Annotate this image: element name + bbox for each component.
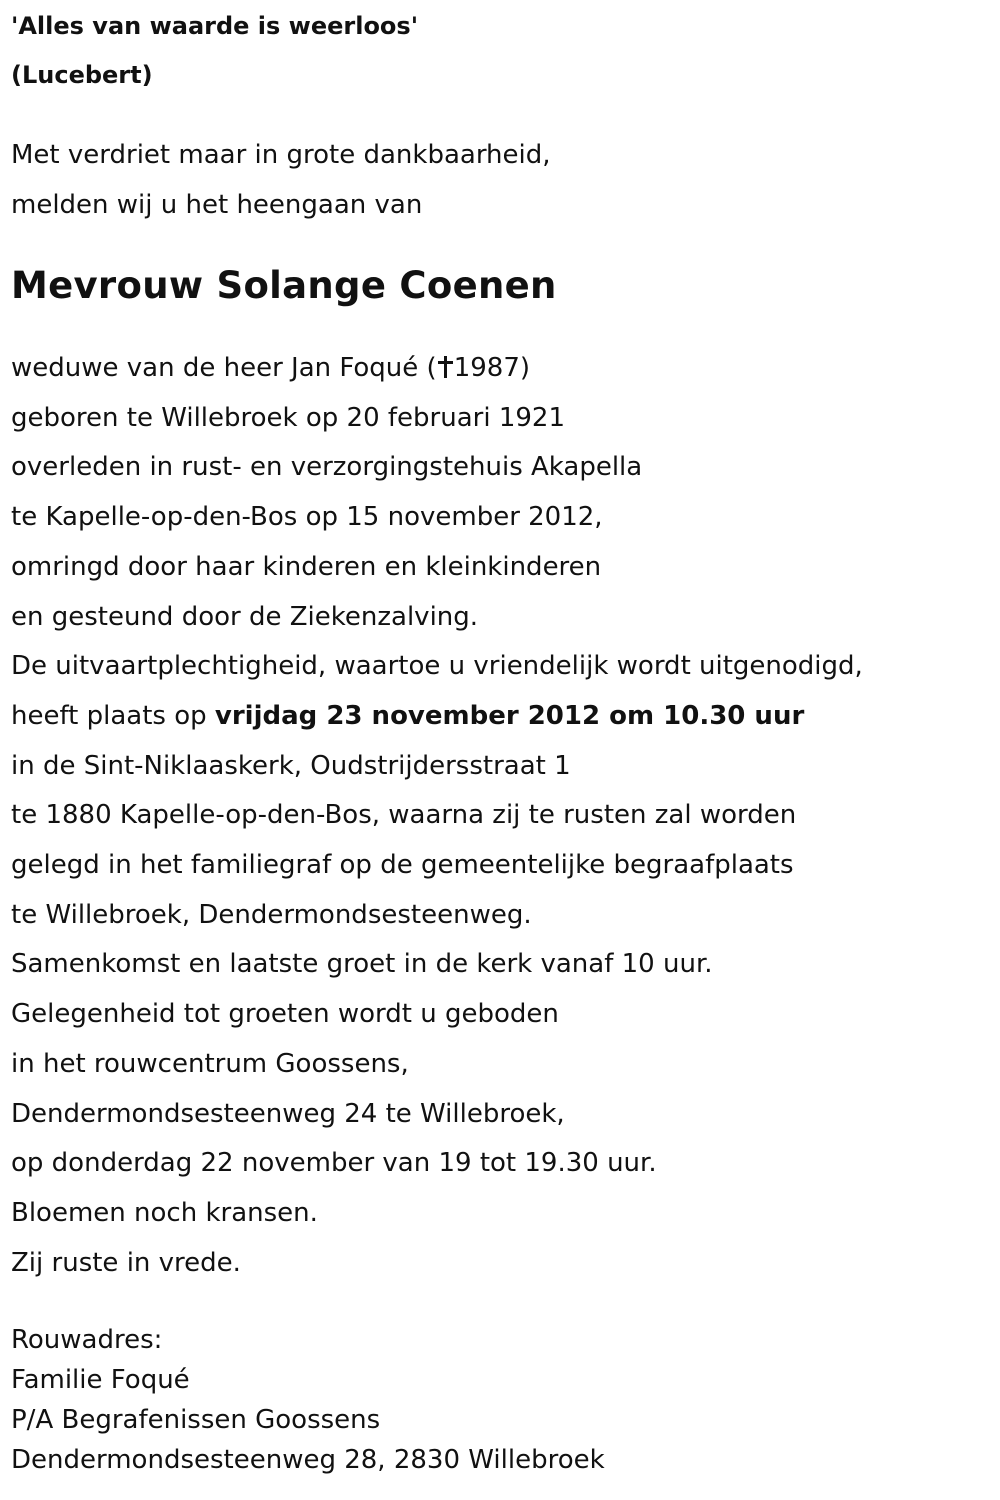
surrounded-line: omringd door haar kinderen en kleinkinderen bbox=[11, 551, 602, 582]
supported-line: en gesteund door de Ziekenzalving. bbox=[11, 601, 479, 632]
greet-line: Dendermondsesteenweg 24 te Willebroek, bbox=[11, 1098, 565, 1129]
rest-line: te 1880 Kapelle-op-den-Bos, waarna zij te rusten zal worden bbox=[11, 800, 797, 831]
intro-line: melden wij u het heengaan van bbox=[11, 189, 423, 220]
ceremony-date: vrijdag 23 november 2012 om 10.30 uur bbox=[214, 700, 805, 731]
address-line: Familie Foqué bbox=[11, 1365, 190, 1396]
widow-line bbox=[11, 344, 991, 394]
deceased-name: Mevrouw Solange Coenen bbox=[11, 264, 557, 307]
ceremony-prefix: heeft plaats op bbox=[11, 700, 215, 731]
rip-line: Zij ruste in vrede. bbox=[11, 1247, 241, 1278]
motto-block bbox=[11, 2, 991, 100]
intro-line: Met verdriet maar in grote dankbaarheid, bbox=[11, 140, 551, 170]
mourning-address bbox=[11, 1320, 991, 1480]
flowers-line: Bloemen noch kransen. bbox=[11, 1197, 318, 1228]
greet-line: Gelegenheid tot groeten wordt u geboden bbox=[11, 999, 559, 1030]
died-line: overleden in rust- en verzorgingstehuis Akapella bbox=[11, 452, 643, 483]
widow-text: weduwe van de heer Jan Foqué ( bbox=[11, 353, 437, 383]
address-line: Dendermondsesteenweg 28, 2830 Willebroek bbox=[11, 1445, 605, 1476]
details-block bbox=[11, 344, 991, 1288]
intro-block bbox=[11, 131, 991, 230]
widow-year: 1987) bbox=[453, 353, 530, 383]
address-label: Rouwadres: bbox=[11, 1325, 163, 1356]
ceremony-date-line bbox=[11, 692, 991, 742]
rest-line: gelegd in het familiegraf op de gemeentelijke begraafplaats bbox=[11, 850, 794, 881]
greet-line: op donderdag 22 november van 19 tot 19.30 uur. bbox=[11, 1148, 657, 1179]
motto-author: (Lucebert) bbox=[11, 61, 153, 89]
died-line: te Kapelle-op-den-Bos op 15 november 2012, bbox=[11, 502, 603, 533]
born-line: geboren te Willebroek op 20 februari 1921 bbox=[11, 402, 565, 433]
gathering-line: Samenkomst en laatste groet in de kerk vanaf 10 uur. bbox=[11, 949, 713, 980]
church-line: in de Sint-Niklaaskerk, Oudstrijdersstraat 1 bbox=[11, 750, 571, 781]
rest-line: te Willebroek, Dendermondsesteenweg. bbox=[11, 899, 532, 930]
motto-quote: 'Alles van waarde is weerloos' bbox=[11, 12, 419, 40]
greet-line: in het rouwcentrum Goossens, bbox=[11, 1048, 409, 1079]
address-line: P/A Begrafenissen Goossens bbox=[11, 1405, 381, 1436]
ceremony-line: De uitvaartplechtigheid, waartoe u vriendelijk wordt uitgenodigd, bbox=[11, 651, 863, 682]
cross-icon bbox=[438, 356, 453, 378]
obituary-document bbox=[11, 0, 991, 1480]
